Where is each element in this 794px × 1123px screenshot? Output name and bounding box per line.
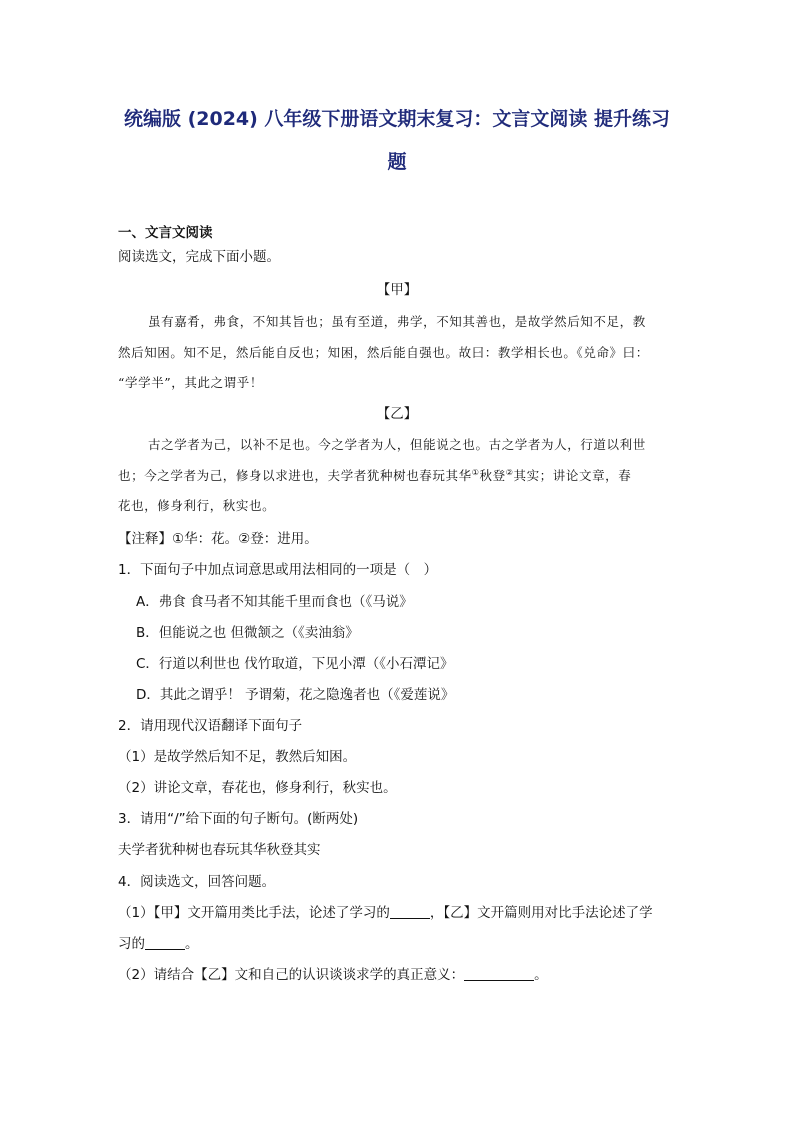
page-title: 统编版 (2024) 八年级下册语文期末复习：文言文阅读 提升练习 xyxy=(123,108,671,130)
passage-jia-label: 【甲】 xyxy=(376,282,418,298)
question-4-item-1-continued xyxy=(118,935,199,953)
question-4-item-1-text: 习的 xyxy=(118,936,145,952)
question-4-item-1-text: （1）【甲】文开篇用类比手法，论述了学习的 xyxy=(118,905,390,921)
question-4-item-2-text: （2）请结合【乙】文和自己的认识谈谈求学的真正意义： xyxy=(118,967,465,983)
section-instruction: 阅读选文，完成下面小题。 xyxy=(118,249,280,265)
question-1-option-c: C．行道以利世也 伐竹取道，下见小潭（《小石潭记》 xyxy=(136,656,454,672)
page-title-continued: 题 xyxy=(387,151,407,173)
passage-yi-text: 其实；讲论文章，春 xyxy=(513,468,632,483)
footnote-mark: ② xyxy=(505,468,514,477)
question-1-option-b: B．但能说之也 但微颔之（《卖油翁》 xyxy=(136,625,359,641)
question-1-option-a: A．弗食 食马者不知其能千里而食也（《马说》 xyxy=(136,594,413,610)
question-1-option-d: D．其此之谓乎！ 予谓菊，花之隐逸者也（《爱莲说》 xyxy=(136,687,455,703)
answer-blank[interactable] xyxy=(390,904,430,919)
answer-blank[interactable] xyxy=(464,966,534,981)
passage-yi-line: 古之学者为己，以补不足也。今之学者为人，但能说之也。古之学者为人，行道以利世 xyxy=(148,437,646,452)
question-3-stem: 3．请用“/”给下面的句子断句。(断两处) xyxy=(118,811,359,827)
section-heading: 一、文言文阅读 xyxy=(118,225,213,241)
question-2-item-1: （1）是故学然后知不足，教然后知困。 xyxy=(118,749,357,765)
answer-blank[interactable] xyxy=(145,935,185,950)
passage-yi-line xyxy=(118,467,631,485)
passage-jia-line: 虽有嘉肴，弗食，不知其旨也；虽有至道，弗学，不知其善也，是故学然后知不足，教 xyxy=(148,314,646,329)
question-4-item-1-text: ，【乙】文开篇则用对比手法论述了学 xyxy=(429,905,653,921)
annotation-note: 【注释】①华：花。②登：进用。 xyxy=(118,531,318,547)
question-3-sentence: 夫学者犹种树也春玩其华秋登其实 xyxy=(118,842,321,858)
passage-jia-line: 然后知困。知不足，然后能自反也；知困，然后能自强也。故曰：教学相长也。《兑命》曰： xyxy=(118,345,649,360)
passage-jia-line: “学学半”，其此之谓乎！ xyxy=(118,375,263,390)
passage-yi-text: 也；今之学者为己，修身以求进也，夫学者犹种树也春玩其华 xyxy=(118,468,472,483)
question-1-stem: 1．下面句子中加点词意思或用法相同的一项是（ ） xyxy=(118,562,438,578)
question-4-item-1 xyxy=(118,904,653,922)
passage-yi-line: 花也，修身利行，秋实也。 xyxy=(118,498,276,513)
passage-yi-label: 【乙】 xyxy=(376,406,418,422)
question-4-item-2-text: 。 xyxy=(534,967,548,983)
question-4-stem: 4．阅读选文，回答问题。 xyxy=(118,874,276,890)
question-2-item-2: （2）讲论文章，春花也，修身利行，秋实也。 xyxy=(118,780,397,796)
question-4-item-2 xyxy=(118,966,548,984)
question-4-item-1-text: 。 xyxy=(185,936,199,952)
footnote-mark: ① xyxy=(471,468,480,477)
question-2-stem: 2．请用现代汉语翻译下面句子 xyxy=(118,718,303,734)
passage-yi-text: 秋登 xyxy=(479,468,506,483)
